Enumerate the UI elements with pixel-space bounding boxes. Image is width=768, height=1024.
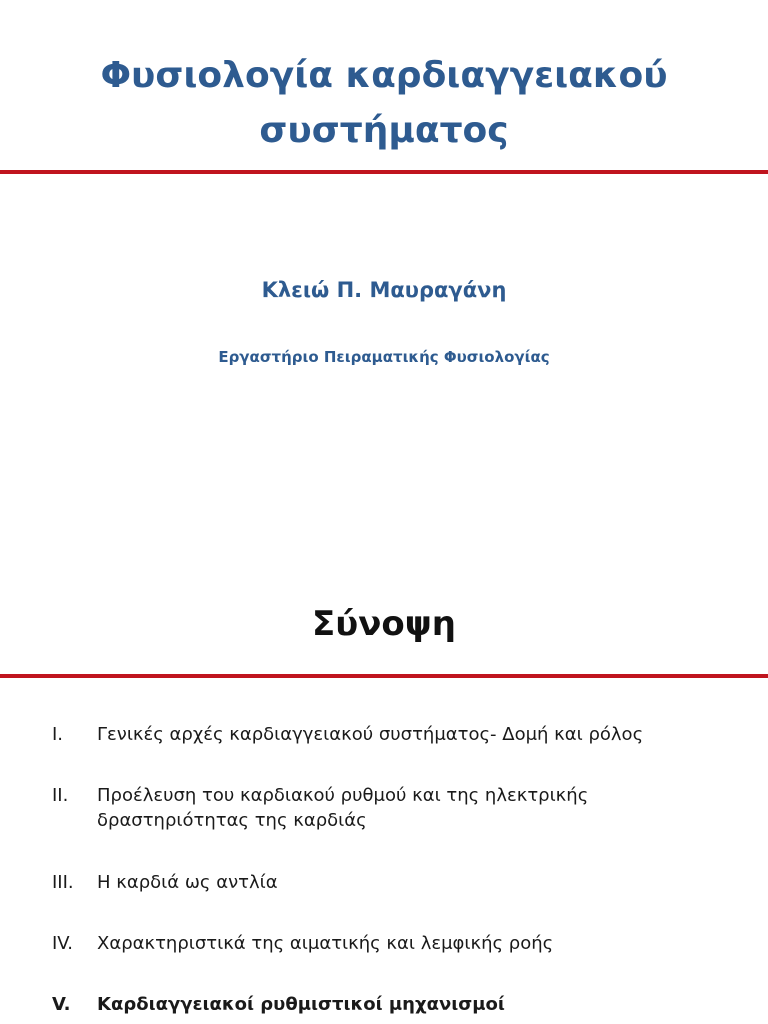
title-line-2: συστήματος	[259, 110, 509, 151]
outline-item	[52, 783, 732, 833]
outline-item-number: IV.	[52, 933, 74, 954]
outline-item-number: V.	[52, 994, 71, 1015]
outline-item	[52, 722, 732, 747]
author-name: Κλειώ Π. Μαυραγάνη	[261, 278, 507, 302]
outline-item	[52, 870, 732, 895]
outline-item-text: Καρδιαγγειακοί ρυθμιστικοί μηχανισμοί	[97, 994, 505, 1015]
outline-item-number: III.	[52, 872, 74, 893]
outline-item-text: Χαρακτηριστικά της αιματικής και λεμφικής ροής	[97, 933, 554, 954]
outline-item-number: I.	[52, 724, 64, 745]
outline-item	[52, 931, 732, 956]
outline-item-text: Γενικές αρχές καρδιαγγειακού συστήματος- Δομή και ρόλος	[97, 724, 644, 745]
outline-item-text: Η καρδιά ως αντλία	[97, 872, 278, 893]
title-line-1: Φυσιολογία καρδιαγγειακού	[100, 55, 668, 96]
outline-item-number: II.	[52, 785, 69, 806]
author-affiliation: Εργαστήριο Πειραματικής Φυσιολογίας	[218, 348, 550, 366]
title-divider	[0, 170, 768, 174]
slide-title	[60, 48, 708, 158]
outline-item-text: Προέλευση του καρδιακού ρυθμού και της ηλεκτρικής δραστηριότητας της καρδιάς	[97, 785, 589, 831]
outline-item-active	[52, 992, 732, 1017]
summary-title: Σύνοψη	[312, 604, 456, 644]
summary-slide	[0, 576, 768, 1024]
summary-outline	[0, 576, 768, 1024]
